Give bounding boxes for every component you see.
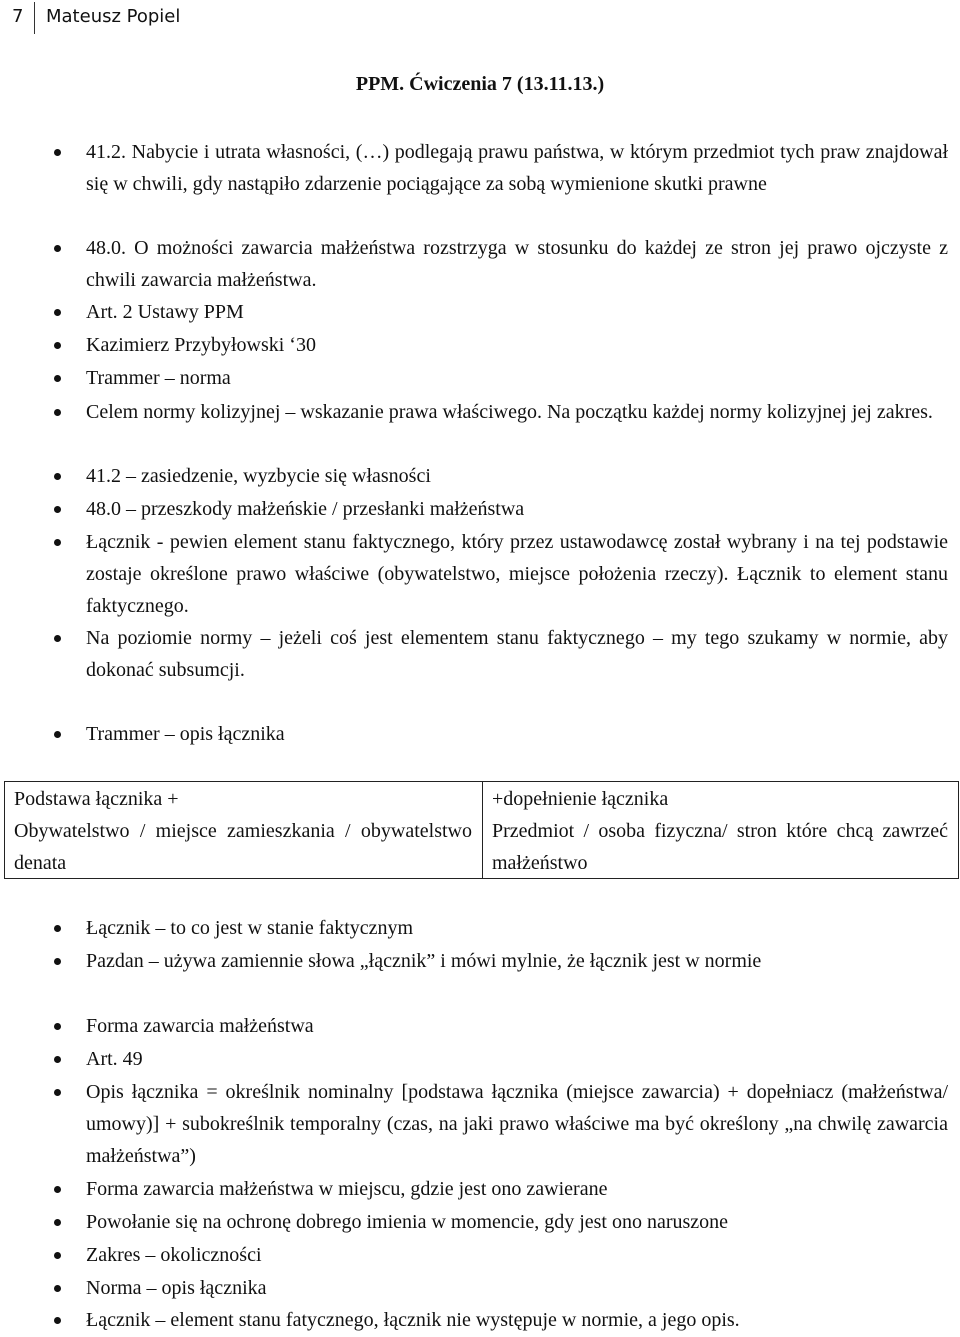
list-item bbox=[86, 622, 948, 686]
list-item-text: Trammer – opis łącznika bbox=[86, 723, 285, 745]
list-item-text: 41.2 – zasiedzenie, wyzbycie się własności bbox=[86, 465, 431, 487]
bullet-icon bbox=[54, 473, 61, 480]
bullet-icon bbox=[54, 245, 61, 252]
connector-table bbox=[4, 781, 959, 879]
table-column-left bbox=[5, 782, 483, 878]
list-item-text: Art. 2 Ustawy PPM bbox=[86, 301, 244, 323]
list-item-text: Celem normy kolizyjnej – wskazanie prawa właściwego. Na początku każdej normy kolizyjnej jej zakres. bbox=[86, 401, 933, 423]
list-item-text: Powołanie się na ochronę dobrego imienia w momencie, gdy jest ono naruszone bbox=[86, 1211, 729, 1233]
list-item-text: Na poziomie normy – jeżeli coś jest elementem stanu faktycznego – my tego szukamy w normie, aby dokonać subsumcji. bbox=[86, 627, 948, 681]
list-item bbox=[86, 912, 948, 944]
list-item bbox=[86, 718, 948, 750]
bullet-icon bbox=[54, 925, 61, 932]
bullet-icon bbox=[54, 539, 61, 546]
bullet-icon bbox=[54, 635, 61, 642]
bullet-icon bbox=[54, 1219, 61, 1226]
page-header bbox=[0, 2, 300, 32]
list-item bbox=[86, 396, 948, 428]
bullet-icon bbox=[54, 1252, 61, 1259]
list-item bbox=[86, 493, 948, 525]
list-item-text: Kazimierz Przybyłowski ‘30 bbox=[86, 334, 316, 356]
list-item-text: Art. 49 bbox=[86, 1048, 143, 1070]
list-item-text: Norma – opis łącznika bbox=[86, 1277, 267, 1299]
bullet-icon bbox=[54, 309, 61, 316]
list-item bbox=[86, 136, 948, 200]
list-item bbox=[86, 460, 948, 492]
list-item-text: Forma zawarcia małżeństwa bbox=[86, 1015, 314, 1037]
bullet-icon bbox=[54, 375, 61, 382]
bullet-icon bbox=[54, 1186, 61, 1193]
bullet-icon bbox=[54, 506, 61, 513]
list-item-text: Pazdan – używa zamiennie słowa „łącznik” i mówi mylnie, że łącznik jest w normie bbox=[86, 950, 762, 972]
list-item bbox=[86, 296, 948, 328]
bullet-icon bbox=[54, 1089, 61, 1096]
list-item bbox=[86, 1010, 948, 1042]
list-item-text: Zakres – okoliczności bbox=[86, 1244, 262, 1266]
bullet-icon bbox=[54, 1056, 61, 1063]
bullet-icon bbox=[54, 342, 61, 349]
page-number: 7 bbox=[12, 6, 24, 27]
list-item bbox=[86, 329, 948, 361]
table-cell-right-body: Przedmiot / osoba fizyczna/ stron które chcą zawrzeć małżeństwo bbox=[492, 820, 948, 874]
bullet-icon bbox=[54, 958, 61, 965]
list-item bbox=[86, 1304, 948, 1336]
list-item bbox=[86, 1239, 948, 1271]
list-item bbox=[86, 1076, 948, 1172]
bullet-icon bbox=[54, 1317, 61, 1324]
list-item-text: Trammer – norma bbox=[86, 367, 231, 389]
list-item-text: 41.2. Nabycie i utrata własności, (…) podlegają prawu państwa, w którym przedmiot tych praw znajdował się w chwili, gdy nastąpiło zdarzenie pociągające za sobą wymienione skutki prawne bbox=[86, 141, 948, 195]
list-item-text: 48.0. O możności zawarcia małżeństwa rozstrzyga w stosunku do każdej ze stron jej prawo ojczyste z chwili zawarcia małżeństwa. bbox=[86, 237, 948, 291]
bullet-icon bbox=[54, 1023, 61, 1030]
list-item bbox=[86, 1043, 948, 1075]
list-item-text: Łącznik - pewien element stanu faktycznego, który przez ustawodawcę został wybrany i na tej podstawie zostaje określone prawo właściwe (obywatelstwo, miejsce położenia rzeczy). Łącznik to element stanu faktycznego. bbox=[86, 531, 948, 617]
bullet-icon bbox=[54, 149, 61, 156]
list-item-text: Łącznik – to co jest w stanie faktycznym bbox=[86, 917, 414, 939]
table-cell-left-header: Podstawa łącznika + bbox=[14, 788, 179, 810]
author-name: Mateusz Popiel bbox=[46, 6, 181, 27]
header-divider bbox=[34, 2, 35, 34]
list-item-text: 48.0 – przeszkody małżeńskie / przesłanki małżeństwa bbox=[86, 498, 525, 520]
page-title: PPM. Ćwiczenia 7 (13.11.13.) bbox=[355, 73, 605, 95]
bullet-icon bbox=[54, 409, 61, 416]
list-item-text: Forma zawarcia małżeństwa w miejscu, gdzie jest ono zawierane bbox=[86, 1178, 608, 1200]
list-item bbox=[86, 362, 948, 394]
list-item bbox=[86, 1206, 948, 1238]
table-cell-left-body: Obywatelstwo / miejsce zamieszkania / obywatelstwo denata bbox=[14, 820, 472, 874]
list-item-text: Opis łącznika = określnik nominalny [podstawa łącznika (miejsce zawarcia) + dopełniacz (małżeństwa/ umowy)] + subokreślnik temporalny (czas, na jaki prawo właściwe ma być określony „na chwilę zawarcia małżeństwa”) bbox=[86, 1081, 948, 1167]
table-cell-right-header: +dopełnienie łącznika bbox=[492, 788, 669, 810]
list-item bbox=[86, 945, 948, 977]
table-column-right bbox=[483, 782, 958, 878]
list-item bbox=[86, 232, 948, 296]
list-item bbox=[86, 526, 948, 622]
bullet-icon bbox=[54, 731, 61, 738]
list-item-text: Łącznik – element stanu fatycznego, łącznik nie występuje w normie, a jego opis. bbox=[86, 1309, 740, 1331]
bullet-icon bbox=[54, 1285, 61, 1292]
list-item bbox=[86, 1272, 948, 1304]
list-item bbox=[86, 1173, 948, 1205]
